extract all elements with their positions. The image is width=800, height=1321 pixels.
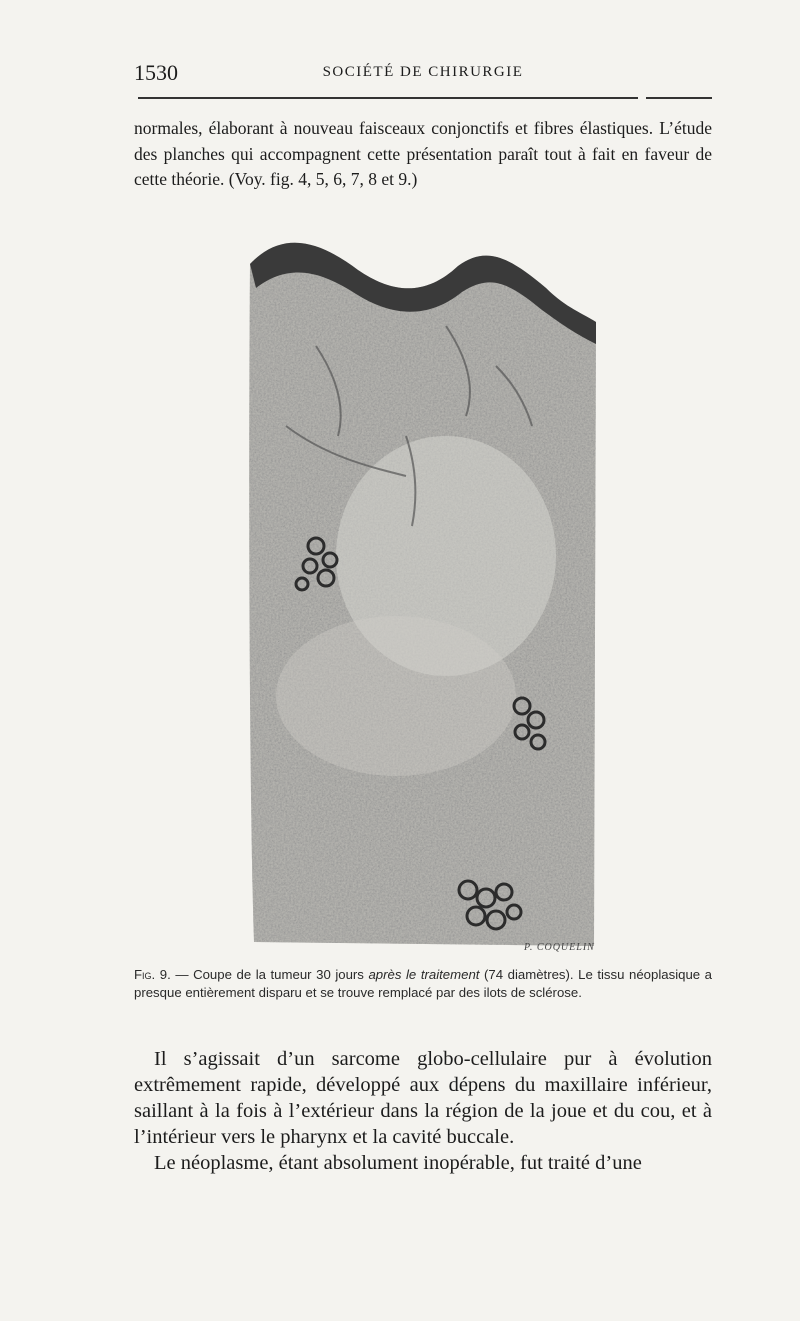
caption-text-continued: (74 diamètres). Le tissu néoplasique a presque entièrement disparu et se trouve remplacé par des ilots de sclérose.	[134, 967, 713, 1000]
caption-text: Coupe de la tumeur 30 jours	[193, 967, 364, 982]
body-paragraph: Le néoplasme, étant absolument inopérable, fut traité d’une	[154, 1152, 642, 1174]
running-title: SOCIÉTÉ DE CHIRURGIE	[322, 64, 524, 80]
figure-caption	[134, 966, 712, 1002]
caption-italic: après le traitement	[368, 967, 480, 982]
header-rule	[138, 97, 638, 99]
header-rule-short	[646, 97, 712, 99]
body-paragraph: Il s’agissait d’un sarcome globo-cellulaire pur à évolution extrêmement rapide, développé aux dépens du maxillaire inférieur, saillant à la fois à l’extérieur dans la région de la joue et du cou, et à l’intérieur vers le pharynx et la cavité buccale.	[134, 1048, 712, 1148]
page-number: 1530	[134, 60, 178, 85]
histology-plate	[246, 226, 604, 956]
sclerosis-zone	[276, 616, 516, 776]
illustrator-signature: P. COQUELIN	[524, 942, 595, 953]
body-text	[134, 1046, 712, 1176]
page-header	[134, 58, 712, 88]
figure-label: Fig. 9. —	[134, 967, 189, 982]
opening-paragraph: normales, élaborant à nouveau faisceaux conjonctifs et fibres élastiques. L’étude des planches qui accompagnent cette présentation paraît tout à fait en faveur de cette théorie. (Voy. fig. 4, 5, 6, 7, 8 et 9.)	[134, 118, 712, 189]
